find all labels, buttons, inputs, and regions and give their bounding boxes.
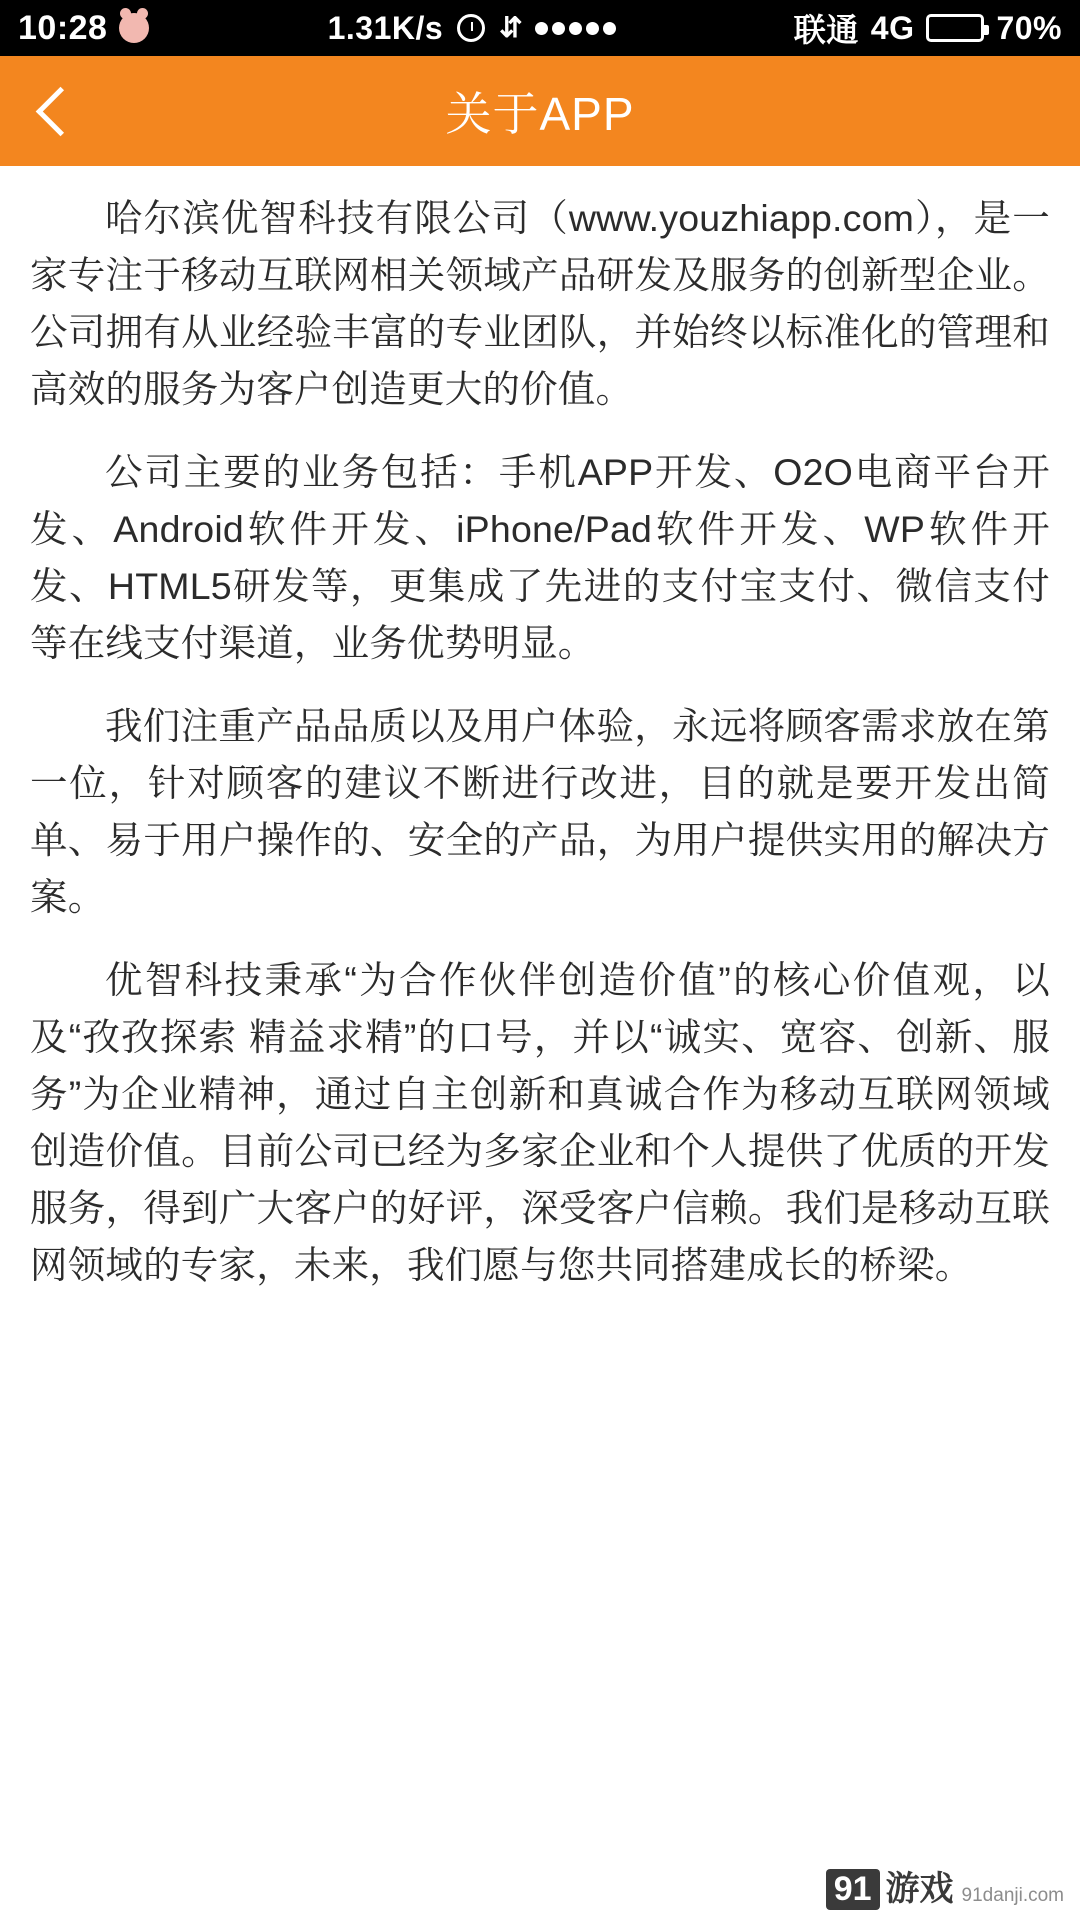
back-chevron-icon <box>35 86 84 135</box>
watermark-badge: 91 <box>826 1869 880 1910</box>
about-paragraph: 哈尔滨优智科技有限公司（www.youzhiapp.com），是一家专注于移动互联网相关领域产品研发及服务的创新型企业。公司拥有从业经验丰富的专业团队，并始终以标准化的管理和高效的服务为客户创造更大的价值。 <box>30 197 1050 410</box>
watermark <box>826 1869 1064 1910</box>
about-paragraph: 我们注重产品品质以及用户体验，永远将顾客需求放在第一位，针对顾客的建议不断进行改进，目的就是要开发出简单、易于用户操作的、安全的产品，为用户提供实用的解决方案。 <box>30 705 1050 918</box>
status-bar <box>0 0 1080 56</box>
network-type-label: 4G <box>870 9 915 46</box>
back-button[interactable] <box>0 56 110 166</box>
page-title: 关于APP <box>445 88 635 140</box>
battery-icon <box>926 14 984 42</box>
status-bar-right <box>794 5 1062 51</box>
watermark-logo <box>826 1869 954 1910</box>
about-content <box>0 166 1080 1294</box>
watermark-name: 游戏 <box>885 1869 954 1908</box>
data-transfer-arrows-icon: ⇵ <box>499 12 521 43</box>
status-bar-left <box>18 9 149 48</box>
status-clock: 10:28 <box>18 8 108 47</box>
panda-icon <box>119 13 149 43</box>
alarm-clock-icon <box>457 14 485 42</box>
signal-dots-icon <box>535 22 616 35</box>
status-bar-center <box>149 10 793 47</box>
battery-percent-label: 70% <box>996 9 1062 46</box>
about-paragraph: 优智科技秉承“为合作伙伴创造价值”的核心价值观，以及“孜孜探索 精益求精”的口号，并以“诚实、宽容、创新、服务”为企业精神，通过自主创新和真诚合作为移动互联网领域创造价值。目前公司已经为多家企业和个人提供了优质的开发服务，得到广大客户的好评，深受客户信赖。我们是移动互联网领域的专家，未来，我们愿与您共同搭建成长的桥梁。 <box>30 959 1050 1286</box>
about-paragraph: 公司主要的业务包括：手机APP开发、O2O电商平台开发、Android软件开发、iPhone/Pad软件开发、WP软件开发、HTML5研发等，更集成了先进的支付宝支付、微信支付等在线支付渠道，业务优势明显。 <box>30 451 1050 664</box>
watermark-url: 91danji.com <box>961 1885 1064 1906</box>
network-speed-label: 1.31K/s <box>327 9 444 46</box>
app-title-bar <box>0 56 1080 166</box>
carrier-label: 联通 <box>793 12 859 48</box>
